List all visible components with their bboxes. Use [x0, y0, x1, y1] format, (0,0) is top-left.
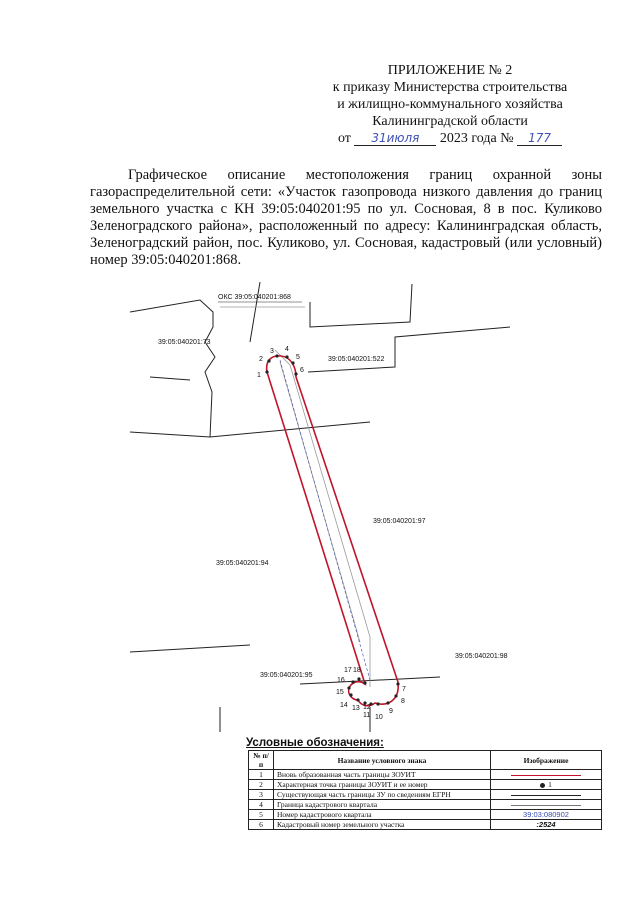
date-middle: 2023 года № — [439, 131, 514, 146]
point-label-3: 3 — [270, 348, 274, 355]
point-label-11: 11 — [363, 712, 371, 719]
order-line-1: к приказу Министерства строительства — [332, 80, 568, 95]
point-label-12: 12 — [363, 704, 371, 711]
point-marker-9 — [386, 701, 389, 704]
point-label-5: 5 — [296, 354, 300, 361]
point-marker-10 — [376, 702, 379, 705]
label-parcel-98: 39:05:040201:98 — [455, 653, 508, 660]
point-label-6: 6 — [300, 367, 304, 374]
legend-num: 3 — [249, 790, 274, 800]
protection-zone-boundary — [267, 356, 399, 706]
point-marker-5 — [291, 361, 294, 364]
point-marker-17 — [357, 677, 360, 680]
point-marker-6 — [294, 372, 297, 375]
legend-row — [249, 820, 602, 830]
existing-line-b — [275, 350, 370, 687]
label-parcel-73: 39:05:040201:73 — [158, 339, 211, 346]
point-label-13: 13 — [352, 705, 360, 712]
date-prefix: от — [337, 131, 351, 146]
cadastral-map — [130, 282, 510, 732]
grey-line-swatch — [511, 805, 581, 806]
parcel-line-b — [130, 422, 370, 437]
legend-row — [249, 810, 602, 820]
legend-num: 6 — [249, 820, 274, 830]
legend-row — [249, 770, 602, 780]
point-marker-14 — [349, 693, 352, 696]
order-line-3: Калининградской области — [372, 114, 528, 129]
point-label-4: 4 — [285, 346, 289, 353]
description-paragraph: Графическое описание местоположения границ охранной зоны газораспределительной сети: «Участок газопровода низкого давления до границ земельного участка с КН 39:05:040201:95 по ул. Сосновая, 8 в пос. Куликово Зеленоградского района», расположенный по адресу: Калининградская область, Зеленоградский район, пос. Куликово, ул. Сосновая, кадастровый (или условный) номер 39:05:040201:868. — [90, 167, 602, 268]
point-numbers — [257, 346, 406, 721]
order-date-line — [300, 130, 600, 147]
handwritten-number: 177 — [517, 131, 562, 146]
point-label-14: 14 — [340, 702, 348, 709]
point-marker-8 — [394, 694, 397, 697]
label-parcel-94: 39:05:040201:94 — [216, 560, 269, 567]
parcel-line-j — [150, 377, 190, 380]
point-marker-4 — [285, 355, 288, 358]
point-label-1: 1 — [257, 372, 261, 379]
legend-swatch-new-boundary — [491, 770, 602, 780]
point-label-16: 16 — [337, 677, 345, 684]
legend-num: 2 — [249, 780, 274, 790]
red-line-swatch — [511, 775, 581, 776]
point-marker-18 — [363, 681, 366, 684]
point-marker-3 — [275, 354, 278, 357]
legend-name: Номер кадастрового квартала — [274, 810, 491, 820]
legend-name: Вновь образованная часть границы ЗОУИТ — [274, 770, 491, 780]
handwritten-date: 31июля — [354, 131, 436, 146]
parcel-line-e — [308, 327, 510, 372]
point-label-7: 7 — [402, 686, 406, 693]
point-dot-icon — [540, 783, 545, 788]
point-marker-7 — [396, 682, 399, 685]
black-line-swatch — [511, 795, 581, 796]
appendix-header — [300, 62, 600, 147]
point-label-8: 8 — [401, 698, 405, 705]
zone-boundary-path — [267, 356, 399, 706]
parcel-line-c — [250, 282, 260, 342]
point-label-15: 15 — [336, 689, 344, 696]
legend-name: Характерная точка границы ЗОУИТ и ее номер — [274, 780, 491, 790]
appendix-title: ПРИЛОЖЕНИЕ № 2 — [387, 63, 513, 78]
legend-name: Кадастровый номер земельного участка — [274, 820, 491, 830]
legend-swatch-existing — [491, 790, 602, 800]
legend-quarter-number: 39:03:080902 — [491, 810, 602, 820]
legend-swatch-quarter — [491, 800, 602, 810]
parcel-line-a — [130, 300, 215, 437]
point-marker-13 — [356, 698, 359, 701]
label-parcel-97: 39:05:040201:97 — [373, 518, 426, 525]
point-label-17: 17 — [344, 667, 352, 674]
legend-num: 4 — [249, 800, 274, 810]
legend-parcel-number: :2524 — [491, 820, 602, 830]
parcel-line-d — [310, 284, 412, 327]
legend-header-name: Название условного знака — [274, 751, 491, 770]
legend-name: Граница кадастрового квартала — [274, 800, 491, 810]
point-label-2: 2 — [259, 356, 263, 363]
legend-num: 1 — [249, 770, 274, 780]
order-line-2: и жилищно-коммунального хозяйства — [337, 97, 563, 112]
point-label-10: 10 — [375, 714, 383, 721]
legend-num: 5 — [249, 810, 274, 820]
point-label-9: 9 — [389, 708, 393, 715]
point-marker-1 — [265, 370, 268, 373]
legend-table — [248, 750, 602, 830]
legend-point-number: 1 — [548, 780, 552, 789]
legend-row — [249, 800, 602, 810]
parcel-boundaries — [130, 282, 510, 732]
legend-swatch-point — [491, 780, 602, 790]
point-marker-15 — [347, 686, 350, 689]
label-parcel-522: 39:05:040201:522 — [328, 356, 385, 363]
point-marker-16 — [351, 680, 354, 683]
legend-header-image: Изображение — [491, 751, 602, 770]
legend-header-row — [249, 751, 602, 770]
legend-header-num: № п/п — [249, 751, 274, 770]
boundary-points — [265, 354, 399, 705]
point-marker-2 — [267, 359, 270, 362]
legend-row — [249, 790, 602, 800]
legend-name: Существующая часть границы ЗУ по сведениям ЕГРН — [274, 790, 491, 800]
point-label-18: 18 — [353, 667, 361, 674]
legend-title: Условные обозначения: — [246, 737, 384, 749]
label-parcel-95: 39:05:040201:95 — [260, 672, 313, 679]
label-oks: ОКС 39:05:040201:868 — [218, 294, 291, 301]
legend-row — [249, 780, 602, 790]
parcel-line-f — [130, 645, 250, 652]
